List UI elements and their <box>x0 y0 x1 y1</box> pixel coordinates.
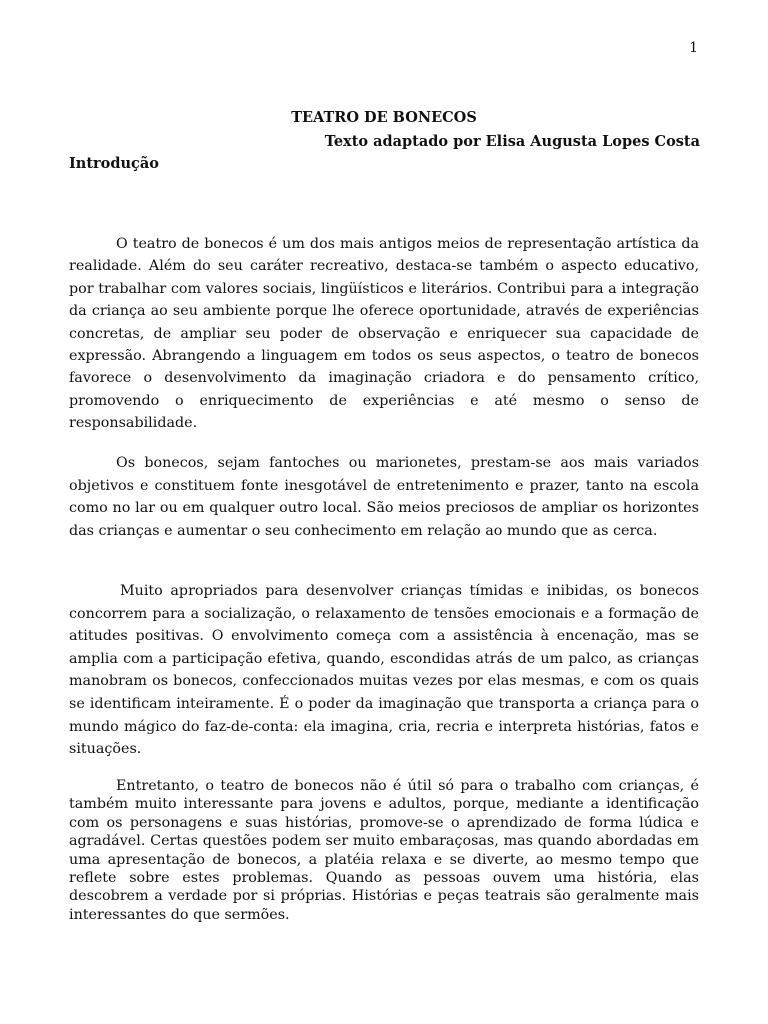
paragraph-1: O teatro de bonecos é um dos mais antigos meios de representação artística da realidade. Além do seu caráter recreativo, destaca-se também o aspecto educativo, por trabalhar com valores sociais, lingüísticos e literários. Contribui para a integração da criança ao seu ambiente porque lhe oferece oportunidade, através de experiências concretas, de ampliar seu poder de observação e enriquecer sua capacidade de expressão. Abrangendo a linguagem em todos os seus aspectos, o teatro de bonecos favorece o desenvolvimento da imaginação criadora e do pensamento crítico, promovendo o enriquecimento de experiências e até mesmo o senso de responsabilidade. <box>69 236 699 432</box>
page-number: 1 <box>689 40 698 56</box>
document-title: TEATRO DE BONECOS <box>291 109 477 126</box>
author-line: Texto adaptado por Elisa Augusta Lopes Costa <box>324 133 700 150</box>
section-heading: Introdução <box>69 155 159 172</box>
paragraph-4: Entretanto, o teatro de bonecos não é útil só para o trabalho com crianças, é também muito interessante para jovens e adultos, porque, mediante a identificação com os personagens e suas histórias, promove-se o aprendizado de forma lúdica e agradável. Certas questões podem ser muito embaraçosas, mas quando abordadas em uma apresentação de bonecos, a platéia relaxa e se diverte, ao mesmo tempo que reflete sobre estes problemas. Quando as pessoas ouvem uma história, elas descobrem a verdade por si próprias. Histórias e peças teatrais são geralmente mais interessantes do que sermões. <box>69 778 699 923</box>
paragraph-2: Os bonecos, sejam fantoches ou marionetes, prestam-se aos mais variados objetivos e constituem fonte inesgotável de entretenimento e prazer, tanto na escola como no lar ou em qualquer outro local. São meios preciosos de ampliar os horizontes das crianças e aumentar o seu conhecimento em relação ao mundo que as cerca. <box>69 455 699 539</box>
paragraph-3: Muito apropriados para desenvolver crianças tímidas e inibidas, os bonecos concorrem para a socialização, o relaxamento de tensões emocionais e a formação de atitudes positivas. O envolvimento começa com a assistência à encenação, mas se amplia com a participação efetiva, quando, escondidas atrás de um palco, as crianças manobram os bonecos, confeccionados muitas vezes por elas mesmas, e com os quais se identificam inteiramente. É o poder da imaginação que transporta a criança para o mundo mágico do faz-de-conta: ela imagina, cria, recria e interpreta histórias, fatos e situações. <box>69 583 699 758</box>
